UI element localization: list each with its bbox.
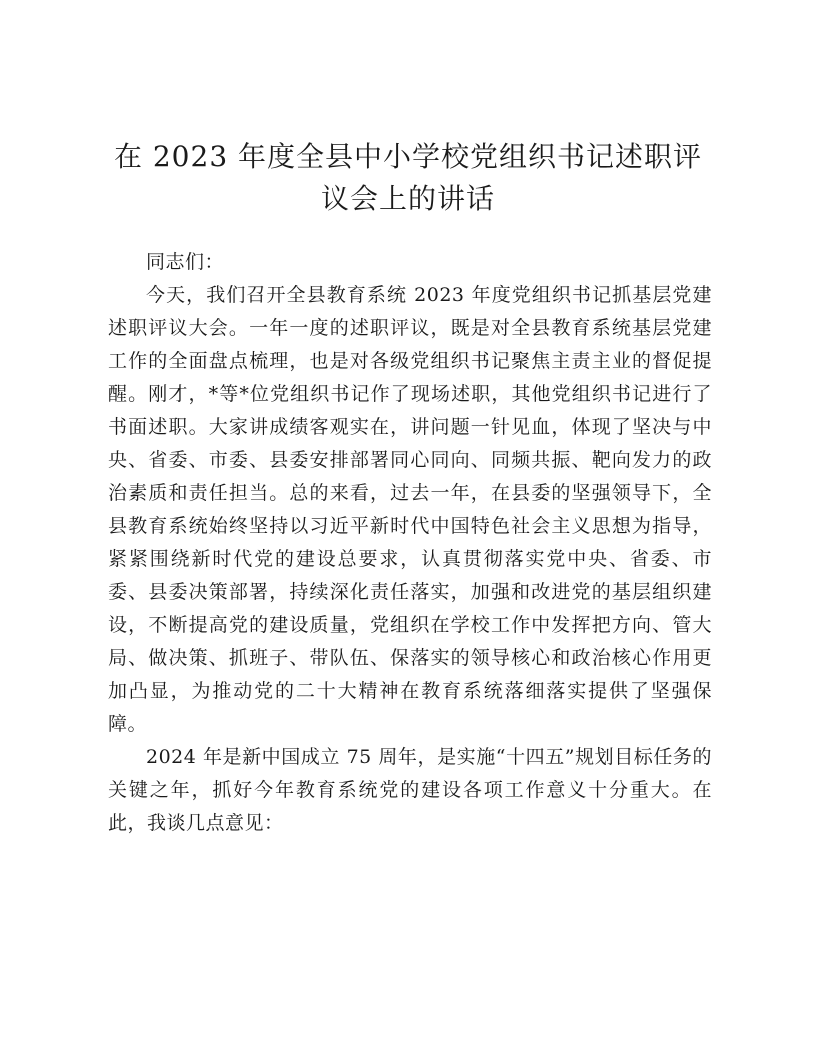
document-title bbox=[96, 136, 720, 220]
title-line-1: 在 2023 年度全县中小学校党组织书记述职评 bbox=[113, 140, 703, 173]
title-line-2: 议会上的讲话 bbox=[320, 182, 495, 215]
paragraph-2024: 2024 年是新中国成立 75 周年，是实施“十四五”规划目标任务的关键之年，抓好今年教育系统党的建设各项工作意义十分重大。在此，我谈几点意见： bbox=[108, 746, 712, 834]
document-body bbox=[108, 246, 712, 840]
paragraph-opening: 今天，我们召开全县教育系统 2023 年度党组织书记抓基层党建述职评议大会。一年一度的述职评议，既是对全县教育系统基层党建工作的全面盘点梳理，也是对各级党组织书记聚焦主责主业的督促提醒。刚才，*等*位党组织书记作了现场述职，其他党组织书记进行了书面述职。大家讲成绩客观实在，讲问题一针见血，体现了坚决与中央、省委、市委、县委安排部署同心同向、同频共振、靶向发力的政治素质和责任担当。总的来看，过去一年，在县委的坚强领导下，全县教育系统始终坚持以习近平新时代中国特色社会主义思想为指导，紧紧围绕新时代党的建设总要求，认真贯彻落实党中央、省委、市委、县委决策部署，持续深化责任落实，加强和改进党的基层组织建设，不断提高党的建设质量，党组织在学校工作中发挥把方向、管大局、做决策、抓班子、带队伍、保落实的领导核心和政治核心作用更加凸显，为推动党的二十大精神在教育系统落细落实提供了坚强保障。 bbox=[108, 284, 712, 735]
salutation: 同志们： bbox=[146, 251, 225, 273]
